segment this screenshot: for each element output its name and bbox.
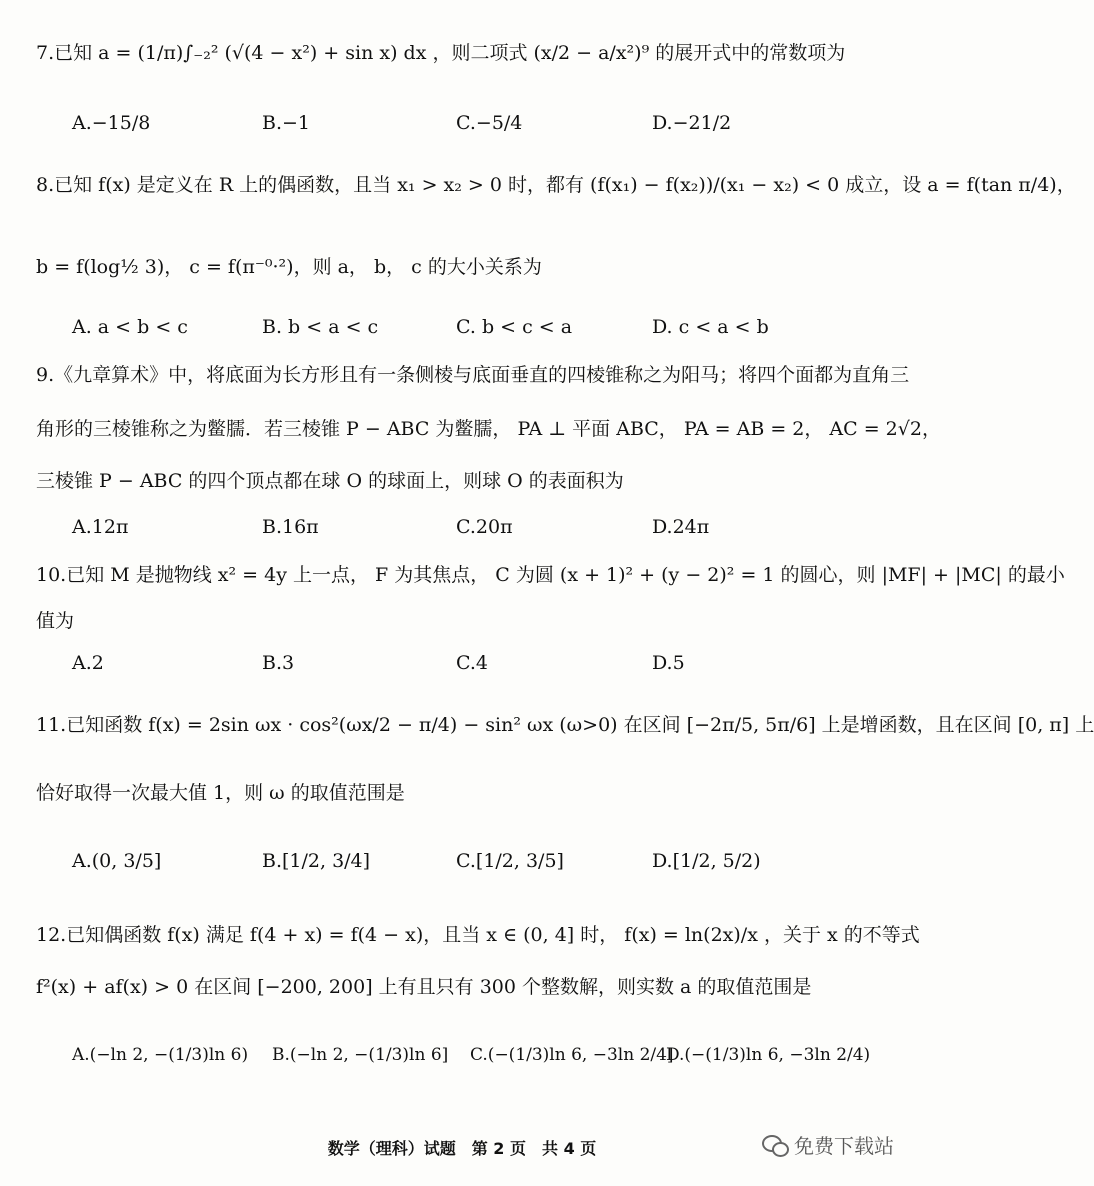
- q10-option-b: B.3: [262, 652, 295, 674]
- q7-option-b: B.−1: [262, 112, 311, 134]
- q9-option-d: D.24π: [652, 516, 710, 538]
- q9-option-c: C.20π: [456, 516, 513, 538]
- q9-stem-line3: 三棱锥 P − ABC 的四个顶点都在球 O 的球面上，则球 O 的表面积为: [36, 470, 624, 492]
- q10-stem-line1: 10.已知 M 是抛物线 x² = 4y 上一点， F 为其焦点， C 为圆 (x + 1)² + (y − 2)² = 1 的圆心，则 |MF| + |MC| 的最小: [36, 564, 1065, 586]
- q12-option-c: C.(−(1/3)ln 6, −3ln 2/4]: [470, 1045, 674, 1065]
- q12-stem-line1: 12.已知偶函数 f(x) 满足 f(4 + x) = f(4 − x)，且当 x ∈ (0, 4] 时， f(x) = ln(2x)/x ，关于 x 的不等式: [36, 924, 920, 946]
- q7-option-d: D.−21/2: [652, 112, 732, 134]
- q11-option-c: C.[1/2, 3/5]: [456, 850, 564, 872]
- q9-option-a: A.12π: [72, 516, 129, 538]
- q11-option-a: A.(0, 3/5]: [72, 850, 162, 872]
- q10-option-c: C.4: [456, 652, 488, 674]
- q11-option-b: B.[1/2, 3/4]: [262, 850, 371, 872]
- q7-option-a: A.−15/8: [72, 112, 151, 134]
- q12-option-d: D.(−(1/3)ln 6, −3ln 2/4): [666, 1045, 871, 1065]
- q8-option-b: B. b < a < c: [262, 316, 379, 338]
- q9-option-b: B.16π: [262, 516, 319, 538]
- q12-stem-line2: f²(x) + af(x) > 0 在区间 [−200, 200] 上有且只有 300 个整数解，则实数 a 的取值范围是: [36, 976, 812, 998]
- watermark-text: 免费下载站: [794, 1134, 894, 1158]
- q9-stem-line2: 角形的三棱锥称之为鳖臑．若三棱锥 P − ABC 为鳖臑， PA ⊥ 平面 ABC， PA = AB = 2， AC = 2√2，: [36, 418, 941, 440]
- q10-stem-line2: 值为: [36, 610, 75, 632]
- q8-option-d: D. c < a < b: [652, 316, 769, 338]
- q8-stem-line1: 8.已知 f(x) 是定义在 R 上的偶函数，且当 x₁ > x₂ > 0 时，都有 (f(x₁) − f(x₂))/(x₁ − x₂) < 0 成立，设 a = f(tan π/4)，: [36, 174, 1076, 196]
- q7-option-c: C.−5/4: [456, 112, 523, 134]
- q8-option-a: A. a < b < c: [72, 316, 188, 338]
- watermark: [762, 1130, 894, 1159]
- q9-stem-line1: 9.《九章算术》中，将底面为长方形且有一条侧棱与底面垂直的四棱锥称之为阳马；将四个面都为直角三: [36, 364, 910, 386]
- q8-stem-line2: b = f(log½ 3)， c = f(π⁻⁰·²)，则 a， b， c 的大小关系为: [36, 256, 542, 278]
- q10-option-a: A.2: [72, 652, 104, 674]
- q12-option-a: A.(−ln 2, −(1/3)ln 6): [72, 1045, 249, 1065]
- q11-stem-line2: 恰好取得一次最大值 1，则 ω 的取值范围是: [36, 782, 405, 804]
- q11-stem-line1: 11.已知函数 f(x) = 2sin ωx · cos²(ωx/2 − π/4) − sin² ωx (ω>0) 在区间 [−2π/5, 5π/6] 上是增函数，且在区间 [0, π] 上: [36, 714, 1094, 736]
- page-footer: 数学（理科）试题 第 2 页 共 4 页: [327, 1139, 597, 1158]
- q8-option-c: C. b < c < a: [456, 316, 573, 338]
- q7-stem: 7.已知 a = (1/π)∫₋₂² (√(4 − x²) + sin x) dx ，则二项式 (x/2 − a/x²)⁹ 的展开式中的常数项为: [36, 42, 846, 64]
- q11-option-d: D.[1/2, 5/2): [652, 850, 761, 872]
- wechat-icon: [762, 1134, 788, 1156]
- q10-option-d: D.5: [652, 652, 685, 674]
- q12-option-b: B.(−ln 2, −(1/3)ln 6]: [272, 1045, 449, 1065]
